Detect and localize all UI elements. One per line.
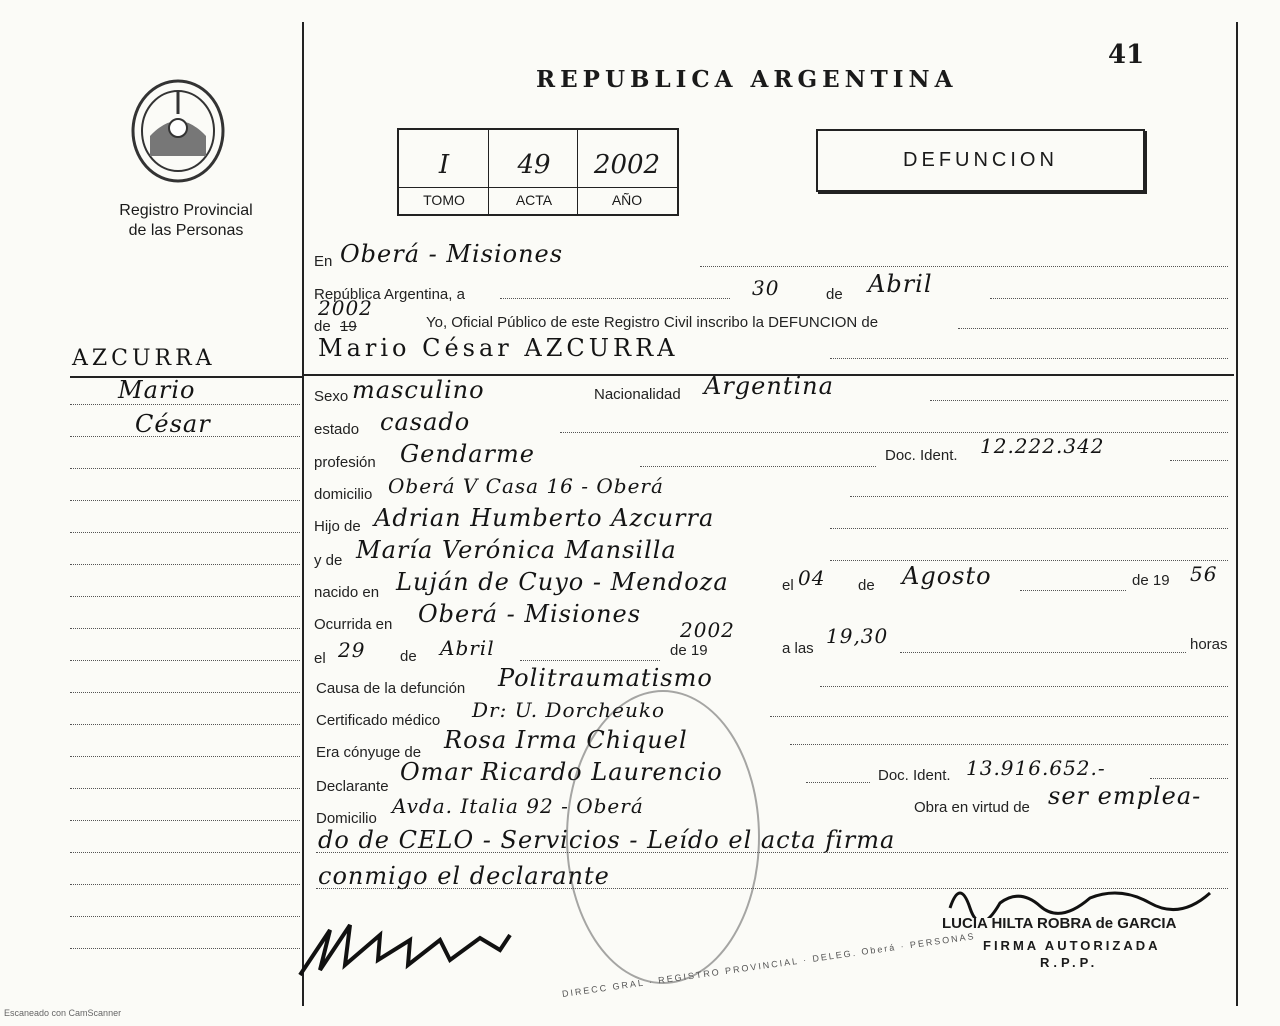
- difunto-value: Mario César AZCURRA: [318, 334, 679, 362]
- signatory-name: LUCIA HILTA ROBRA de GARCIA: [942, 915, 1177, 932]
- document-type: DEFUNCION: [903, 149, 1058, 171]
- profesion-label: profesión: [314, 454, 376, 471]
- conyuge-label: Era cónyuge de: [316, 744, 422, 761]
- padre-rule: [830, 528, 1228, 529]
- margin-rule: [70, 532, 300, 533]
- anio-label: AÑO: [611, 192, 643, 208]
- declarante-rule: [806, 782, 870, 783]
- obra-line3: conmigo el declarante: [318, 862, 610, 890]
- def-dia: 29: [338, 638, 366, 662]
- margin-rule: [70, 628, 300, 629]
- provincial-seal-icon: [128, 76, 228, 186]
- stamp-text: DIRECC GRAL · REGISTRO PROVINCIAL · DELEG. Oberá · PERSONAS: [561, 931, 977, 999]
- acta-value: 49: [517, 150, 551, 180]
- margin-rule: [70, 852, 300, 853]
- certificado-value: Dr: U. Dorcheuko: [472, 698, 666, 722]
- causa-rule: [820, 686, 1228, 687]
- margin-rule: [70, 788, 300, 789]
- nac-anio-label: de 19: [1132, 572, 1170, 589]
- conyuge-value: Rosa Irma Chiquel: [444, 726, 688, 754]
- ocurrida-label: Ocurrida en: [314, 616, 393, 633]
- en-rule: [700, 266, 1228, 267]
- nacionalidad-value: Argentina: [704, 372, 834, 400]
- sexo-value: masculino: [352, 376, 485, 404]
- madre-value: María Verónica Mansilla: [356, 536, 677, 564]
- yde-label: y de: [314, 552, 343, 569]
- anio-written: 2002: [318, 296, 373, 320]
- nac-de-label: de: [858, 577, 875, 594]
- margin-surname: AZCURRA: [72, 346, 216, 371]
- doc-label: Doc. Ident.: [885, 447, 958, 464]
- horas-label: horas: [1190, 636, 1228, 653]
- official-signature: [940, 878, 1220, 918]
- inscribo-rule: [958, 328, 1228, 329]
- registro-line2: de las Personas: [128, 222, 244, 239]
- margin-rule: [70, 820, 300, 821]
- obra-line2-rule: [316, 852, 1228, 853]
- margin-rule: [70, 884, 300, 885]
- def-anio-written: 2002: [680, 618, 735, 642]
- republica-rule: [500, 298, 730, 299]
- sexo-label: Sexo: [314, 388, 349, 405]
- margin-rule: [70, 692, 300, 693]
- anio-value: 2002: [593, 150, 661, 180]
- margin-rule: [70, 500, 300, 501]
- def-anio-label: de 19: [670, 642, 708, 659]
- right-divider: [1236, 22, 1238, 1006]
- hijo-label: Hijo de: [314, 518, 361, 535]
- nac-dia: 04: [798, 566, 826, 590]
- causa-label: Causa de la defunción: [316, 680, 466, 697]
- de-label: de: [826, 286, 843, 303]
- doc-rule: [1170, 460, 1228, 461]
- estado-rule: [560, 432, 1228, 433]
- en-value: Oberá - Misiones: [340, 240, 564, 268]
- margin-rule: [70, 660, 300, 661]
- nacido-label: nacido en: [314, 584, 380, 601]
- declarante-label: Declarante: [316, 778, 389, 795]
- doc2-value: 13.916.652.-: [966, 756, 1106, 780]
- margin-name1: Mario: [118, 376, 196, 404]
- obra-value: ser emplea-: [1048, 782, 1202, 810]
- left-divider: [302, 22, 304, 1006]
- domicilio-value: Oberá V Casa 16 - Oberá: [388, 474, 664, 498]
- difunto-rule: [830, 358, 1228, 359]
- hora-value: 19,30: [826, 624, 889, 648]
- margin-rule: [70, 724, 300, 725]
- declarante-value: Omar Ricardo Laurencio: [400, 758, 723, 786]
- domicilio2-label: Domicilio: [316, 810, 377, 827]
- nacionalidad-rule: [930, 400, 1228, 401]
- madre-rule: [830, 560, 1228, 561]
- registro-line1: Registro Provincial: [119, 202, 253, 219]
- acta-label: ACTA: [515, 192, 553, 208]
- republica-label: República Argentina, a: [314, 286, 465, 303]
- document-type-box: [816, 129, 1145, 192]
- margin-name2: César: [135, 410, 211, 438]
- official-stamp: [566, 690, 760, 984]
- tomo-acta-anio-box: [397, 128, 679, 216]
- margin-rule: [70, 596, 300, 597]
- domicilio-label: domicilio: [314, 486, 373, 503]
- def-mes: Abril: [440, 636, 495, 660]
- alas-label: a las: [782, 640, 814, 657]
- en-label: En: [314, 253, 333, 270]
- estado-value: casado: [380, 408, 471, 436]
- declarante-signature: [290, 910, 540, 990]
- doc2-rule: [1150, 778, 1228, 779]
- profesion-rule: [640, 466, 876, 467]
- inscribo-text: Yo, Oficial Público de este Registro Civil inscribo la DEFUNCION de: [426, 314, 879, 331]
- domicilio-rule: [850, 496, 1228, 497]
- obra-label: Obra en virtud de: [914, 799, 1030, 816]
- obra-line2: do de CELO - Servicios - Leído el acta firma: [318, 826, 896, 854]
- margin-rule: [70, 916, 300, 917]
- anio-de-label: de: [314, 318, 331, 335]
- nac-el-label: el: [782, 577, 794, 594]
- registro-label: [96, 201, 276, 241]
- estado-label: estado: [314, 421, 360, 438]
- page-title: REPUBLICA ARGENTINA: [536, 66, 958, 93]
- profesion-value: Gendarme: [400, 440, 535, 468]
- signatory-role: FIRMA AUTORIZADA: [983, 938, 1161, 953]
- conyuge-rule: [790, 744, 1228, 745]
- def-de-label: de: [400, 648, 417, 665]
- tomo-label: TOMO: [423, 192, 465, 208]
- certificado-label: Certificado médico: [316, 712, 441, 729]
- nacionalidad-label: Nacionalidad: [594, 386, 681, 403]
- margin-rule-1: [70, 404, 300, 405]
- def-el-label: el: [314, 650, 326, 667]
- doc2-label: Doc. Ident.: [878, 767, 951, 784]
- causa-value: Politraumatismo: [498, 664, 713, 692]
- nacido-value: Luján de Cuyo - Mendoza: [396, 568, 729, 596]
- margin-rule: [70, 756, 300, 757]
- signatory-rpp: R.P.P.: [1040, 955, 1099, 970]
- mes-rule: [990, 298, 1228, 299]
- margin-rule: [70, 468, 300, 469]
- margin-rule: [70, 564, 300, 565]
- ocurrida-value: Oberá - Misiones: [418, 600, 642, 628]
- nac-mes: Agosto: [902, 562, 992, 590]
- anio-prefix: 19: [340, 318, 357, 335]
- nac-mes-rule: [1020, 590, 1126, 591]
- tomo-value: I: [438, 150, 450, 180]
- def-mes-rule: [520, 660, 660, 661]
- margin-rule: [70, 948, 300, 949]
- scanner-watermark: Escaneado con CamScanner: [4, 1008, 122, 1018]
- domicilio2-value: Avda. Italia 92 - Oberá: [392, 794, 644, 818]
- certificado-rule: [770, 716, 1228, 717]
- page-number: 41: [1108, 40, 1145, 70]
- hora-rule: [900, 652, 1186, 653]
- mes-value: Abril: [868, 270, 933, 298]
- doc-value: 12.222.342: [980, 434, 1105, 458]
- padre-value: Adrian Humberto Azcurra: [374, 504, 715, 532]
- dia-value: 30: [752, 276, 780, 300]
- nac-anio: 56: [1190, 562, 1218, 586]
